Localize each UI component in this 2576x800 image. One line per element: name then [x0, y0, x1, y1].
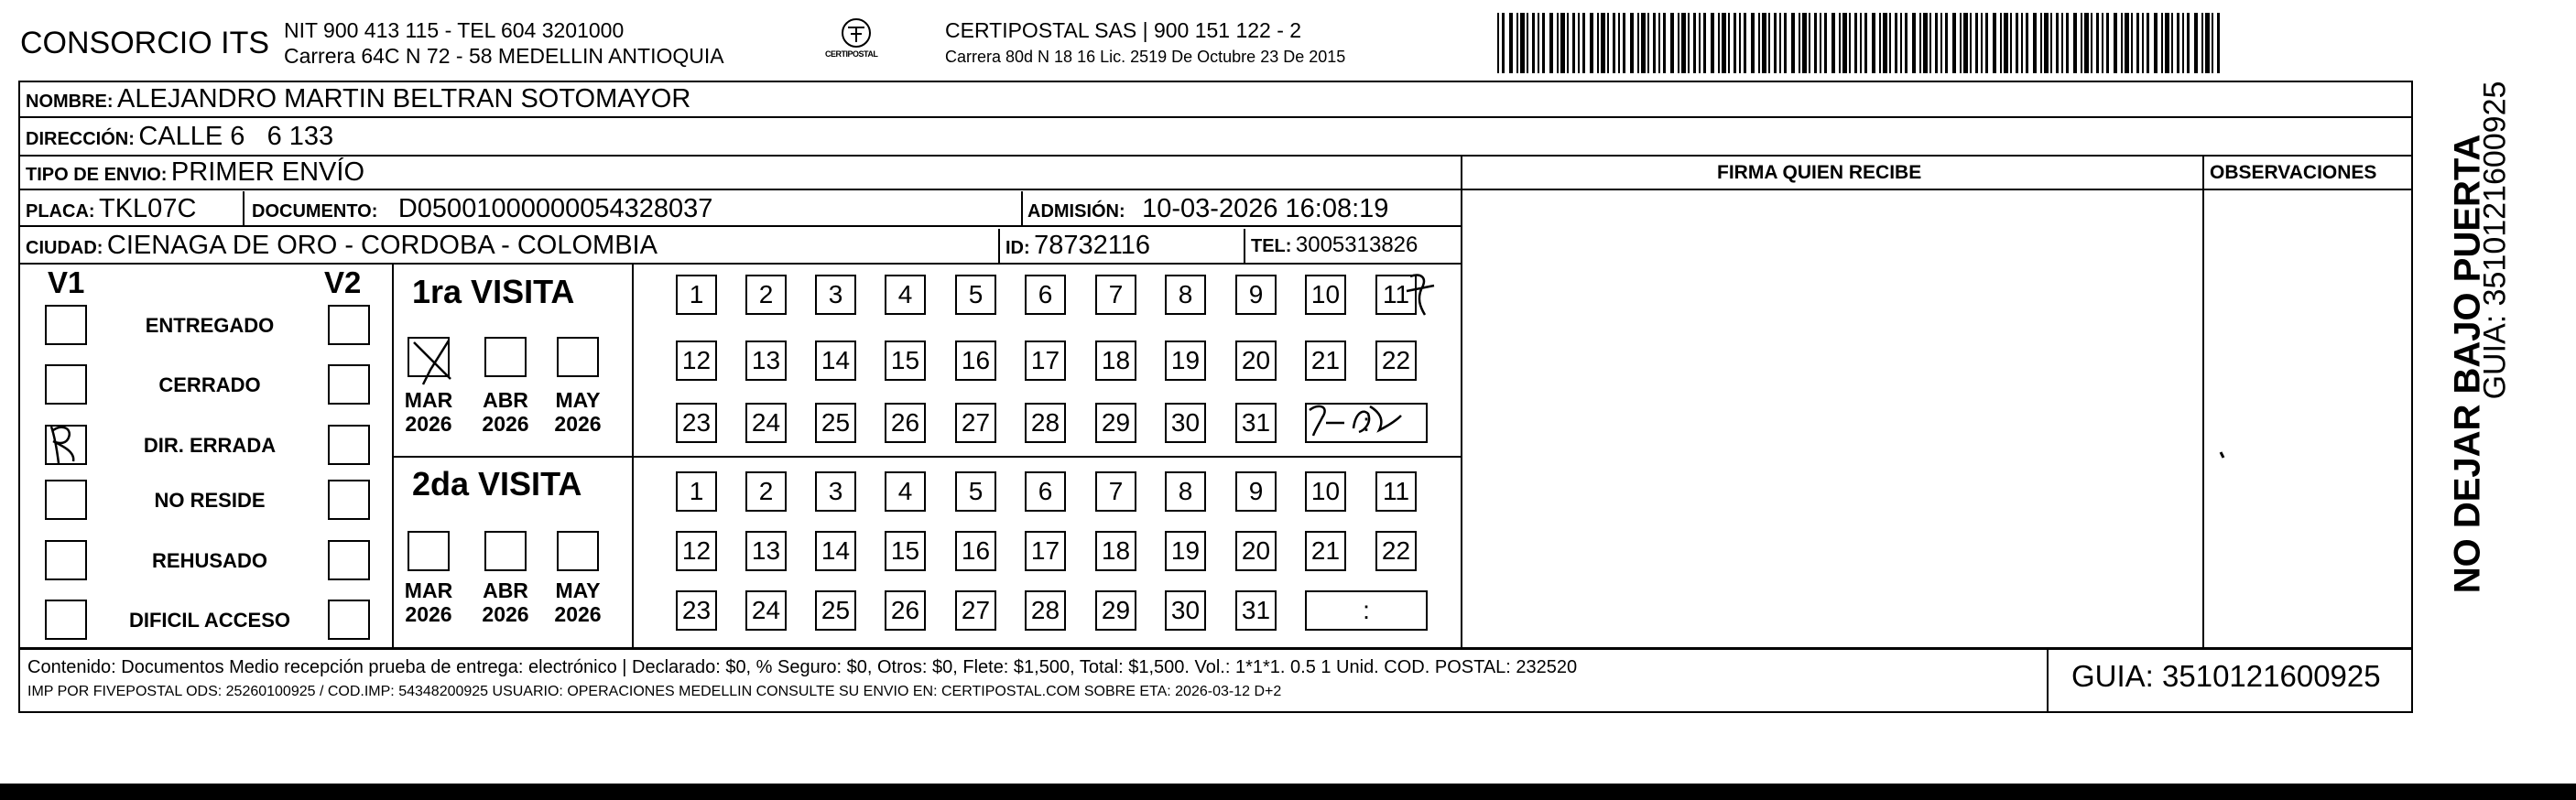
- footer-guia: GUIA: 3510121600925: [2071, 659, 2381, 693]
- status-label: CERRADO: [158, 373, 261, 396]
- month-label: ABR: [483, 388, 528, 412]
- day-box[interactable]: 27: [955, 590, 996, 631]
- day-box[interactable]: 15: [885, 531, 926, 571]
- second-visit-title: 2da VISITA: [412, 465, 582, 503]
- nombre-value: ALEJANDRO MARTIN BELTRAN SOTOMAYOR: [117, 84, 691, 114]
- day-box[interactable]: 2: [745, 471, 787, 512]
- day-box[interactable]: 22: [1375, 531, 1417, 571]
- month-label: ABR: [483, 578, 528, 602]
- time-box[interactable]: :: [1305, 590, 1428, 631]
- day-box[interactable]: 5: [955, 275, 996, 315]
- day-box[interactable]: 10: [1305, 471, 1346, 512]
- side-guia-text: GUIA: 3510121600925: [2477, 81, 2513, 400]
- day-box[interactable]: 16: [955, 531, 996, 571]
- day-box[interactable]: 1: [676, 275, 717, 315]
- day-box[interactable]: 30: [1165, 590, 1206, 631]
- day-box[interactable]: 9: [1235, 471, 1277, 512]
- status-label: REHUSADO: [152, 549, 267, 572]
- company-nit: NIT 900 413 115 - TEL 604 3201000: [284, 18, 625, 42]
- footer-contenido: Contenido: Documentos Medio recepción prueba de entrega: electrónico | Declarado: $0, % Seguro: $0, Otros: $0, Flete: $1,500, Total: $1,500. Vol.: 1*1*1. 0.5 1 Unid. COD. POSTAL: 232520: [27, 657, 1578, 677]
- day-box[interactable]: 26: [885, 403, 926, 443]
- v2-label: V2: [324, 265, 362, 299]
- no-dejar-text: NO DEJAR BAJO PUERTA: [2447, 134, 2488, 594]
- month-label: MAR: [404, 388, 453, 412]
- day-box[interactable]: 9: [1235, 275, 1277, 315]
- logo-text: CERTIPOSTAL: [825, 49, 878, 59]
- day-box[interactable]: 31: [1235, 590, 1277, 631]
- placa-value: TKL07C: [99, 194, 197, 223]
- status-label: DIFICIL ACCESO: [128, 609, 290, 632]
- day-box[interactable]: 16: [955, 341, 996, 381]
- tel-label: TEL:: [1251, 236, 1292, 256]
- day-box[interactable]: 14: [815, 341, 856, 381]
- id-label: ID:: [1005, 238, 1030, 258]
- day-box[interactable]: 14: [815, 531, 856, 571]
- tipo-value: PRIMER ENVÍO: [170, 157, 365, 187]
- year-label: 2026: [554, 602, 602, 626]
- day-box[interactable]: 17: [1025, 341, 1066, 381]
- day-box[interactable]: 4: [885, 471, 926, 512]
- status-label: DIR. ERRADA: [143, 434, 277, 457]
- footer-imp: IMP POR FIVEPOSTAL ODS: 25260100925 / COD.IMP: 54348200925 USUARIO: OPERACIONES MEDELLIN CONSULTE SU ENVIO EN: CERTIPOSTAL.COM SOBRE ETA: 2026-03-12 D+2: [27, 684, 1282, 699]
- year-label: 2026: [554, 412, 602, 436]
- day-box[interactable]: 11: [1375, 275, 1417, 315]
- day-box[interactable]: 26: [885, 590, 926, 631]
- day-box[interactable]: 31: [1235, 403, 1277, 443]
- documento-label: DOCUMENTO:: [252, 201, 378, 222]
- day-box[interactable]: 20: [1235, 531, 1277, 571]
- day-box[interactable]: 13: [745, 341, 787, 381]
- day-box[interactable]: 28: [1025, 403, 1066, 443]
- day-box[interactable]: 10: [1305, 275, 1346, 315]
- tipo-label: TIPO DE ENVIO:: [26, 165, 168, 185]
- day-box[interactable]: 13: [745, 531, 787, 571]
- day-box[interactable]: 19: [1165, 531, 1206, 571]
- status-label: NO RESIDE: [154, 489, 266, 512]
- month-label: MAR: [404, 578, 453, 602]
- firma-header: FIRMA QUIEN RECIBE: [1717, 162, 1922, 183]
- certipostal-address: Carrera 80d N 18 16 Lic. 2519 De Octubre 23 De 2015: [945, 48, 1346, 66]
- first-visit-title: 1ra VISITA: [412, 273, 575, 310]
- time-box[interactable]: :: [1305, 403, 1428, 443]
- v1-label: V1: [48, 265, 85, 299]
- day-box[interactable]: 30: [1165, 403, 1206, 443]
- day-box[interactable]: 7: [1095, 471, 1136, 512]
- day-box[interactable]: 4: [885, 275, 926, 315]
- direccion-label: DIRECCIÓN:: [26, 129, 135, 149]
- year-label: 2026: [405, 412, 452, 436]
- day-box[interactable]: 21: [1305, 531, 1346, 571]
- day-box[interactable]: 8: [1165, 471, 1206, 512]
- day-box[interactable]: 2: [745, 275, 787, 315]
- day-box[interactable]: 6: [1025, 275, 1066, 315]
- certipostal-name: CERTIPOSTAL SAS | 900 151 122 - 2: [945, 18, 1302, 42]
- day-box[interactable]: 7: [1095, 275, 1136, 315]
- nombre-label: NOMBRE:: [26, 92, 114, 112]
- side-text: [2418, 81, 2518, 618]
- id-value: 78732116: [1034, 231, 1150, 260]
- day-box[interactable]: 19: [1165, 341, 1206, 381]
- day-box[interactable]: 24: [745, 590, 787, 631]
- day-box[interactable]: 27: [955, 403, 996, 443]
- day-box[interactable]: 3: [815, 471, 856, 512]
- observaciones-header: OBSERVACIONES: [2210, 162, 2377, 183]
- day-box[interactable]: 8: [1165, 275, 1206, 315]
- day-box[interactable]: 17: [1025, 531, 1066, 571]
- company-name: CONSORCIO ITS: [20, 26, 270, 60]
- day-box[interactable]: 18: [1095, 531, 1136, 571]
- month-label: MAY: [555, 388, 601, 412]
- day-box[interactable]: 22: [1375, 341, 1417, 381]
- year-label: 2026: [482, 412, 529, 436]
- ciudad-label: CIUDAD:: [26, 238, 103, 258]
- day-box[interactable]: 25: [815, 590, 856, 631]
- day-box[interactable]: 3: [815, 275, 856, 315]
- day-box[interactable]: 1: [676, 471, 717, 512]
- day-box[interactable]: 29: [1095, 590, 1136, 631]
- placa-label: PLACA:: [26, 201, 95, 222]
- year-label: 2026: [482, 602, 529, 626]
- day-box[interactable]: 6: [1025, 471, 1066, 512]
- day-box[interactable]: 18: [1095, 341, 1136, 381]
- admision-label: ADMISIÓN:: [1027, 201, 1125, 222]
- day-box[interactable]: 25: [815, 403, 856, 443]
- documento-value: D05001000000054328037: [397, 194, 713, 223]
- day-box[interactable]: 21: [1305, 341, 1346, 381]
- month-label: MAY: [555, 578, 601, 602]
- day-box[interactable]: 5: [955, 471, 996, 512]
- tel-value: 3005313826: [1295, 232, 1418, 257]
- direccion-value: CALLE 6 6 133: [138, 122, 334, 151]
- day-box[interactable]: 28: [1025, 590, 1066, 631]
- day-box[interactable]: 23: [676, 403, 717, 443]
- company-address: Carrera 64C N 72 - 58 MEDELLIN ANTIOQUIA: [284, 44, 724, 68]
- admision-value: 10-03-2026 16:08:19: [1142, 194, 1389, 223]
- year-label: 2026: [405, 602, 452, 626]
- day-box[interactable]: 23: [676, 590, 717, 631]
- day-box[interactable]: 29: [1095, 403, 1136, 443]
- day-box[interactable]: 20: [1235, 341, 1277, 381]
- day-box[interactable]: 12: [676, 531, 717, 571]
- ciudad-value: CIENAGA DE ORO - CORDOBA - COLOMBIA: [106, 231, 658, 260]
- bottom-band: [0, 784, 2576, 800]
- day-box[interactable]: 11: [1375, 471, 1417, 512]
- day-box[interactable]: 12: [676, 341, 717, 381]
- day-box[interactable]: 15: [885, 341, 926, 381]
- status-label: ENTREGADO: [145, 314, 275, 337]
- day-box[interactable]: 24: [745, 403, 787, 443]
